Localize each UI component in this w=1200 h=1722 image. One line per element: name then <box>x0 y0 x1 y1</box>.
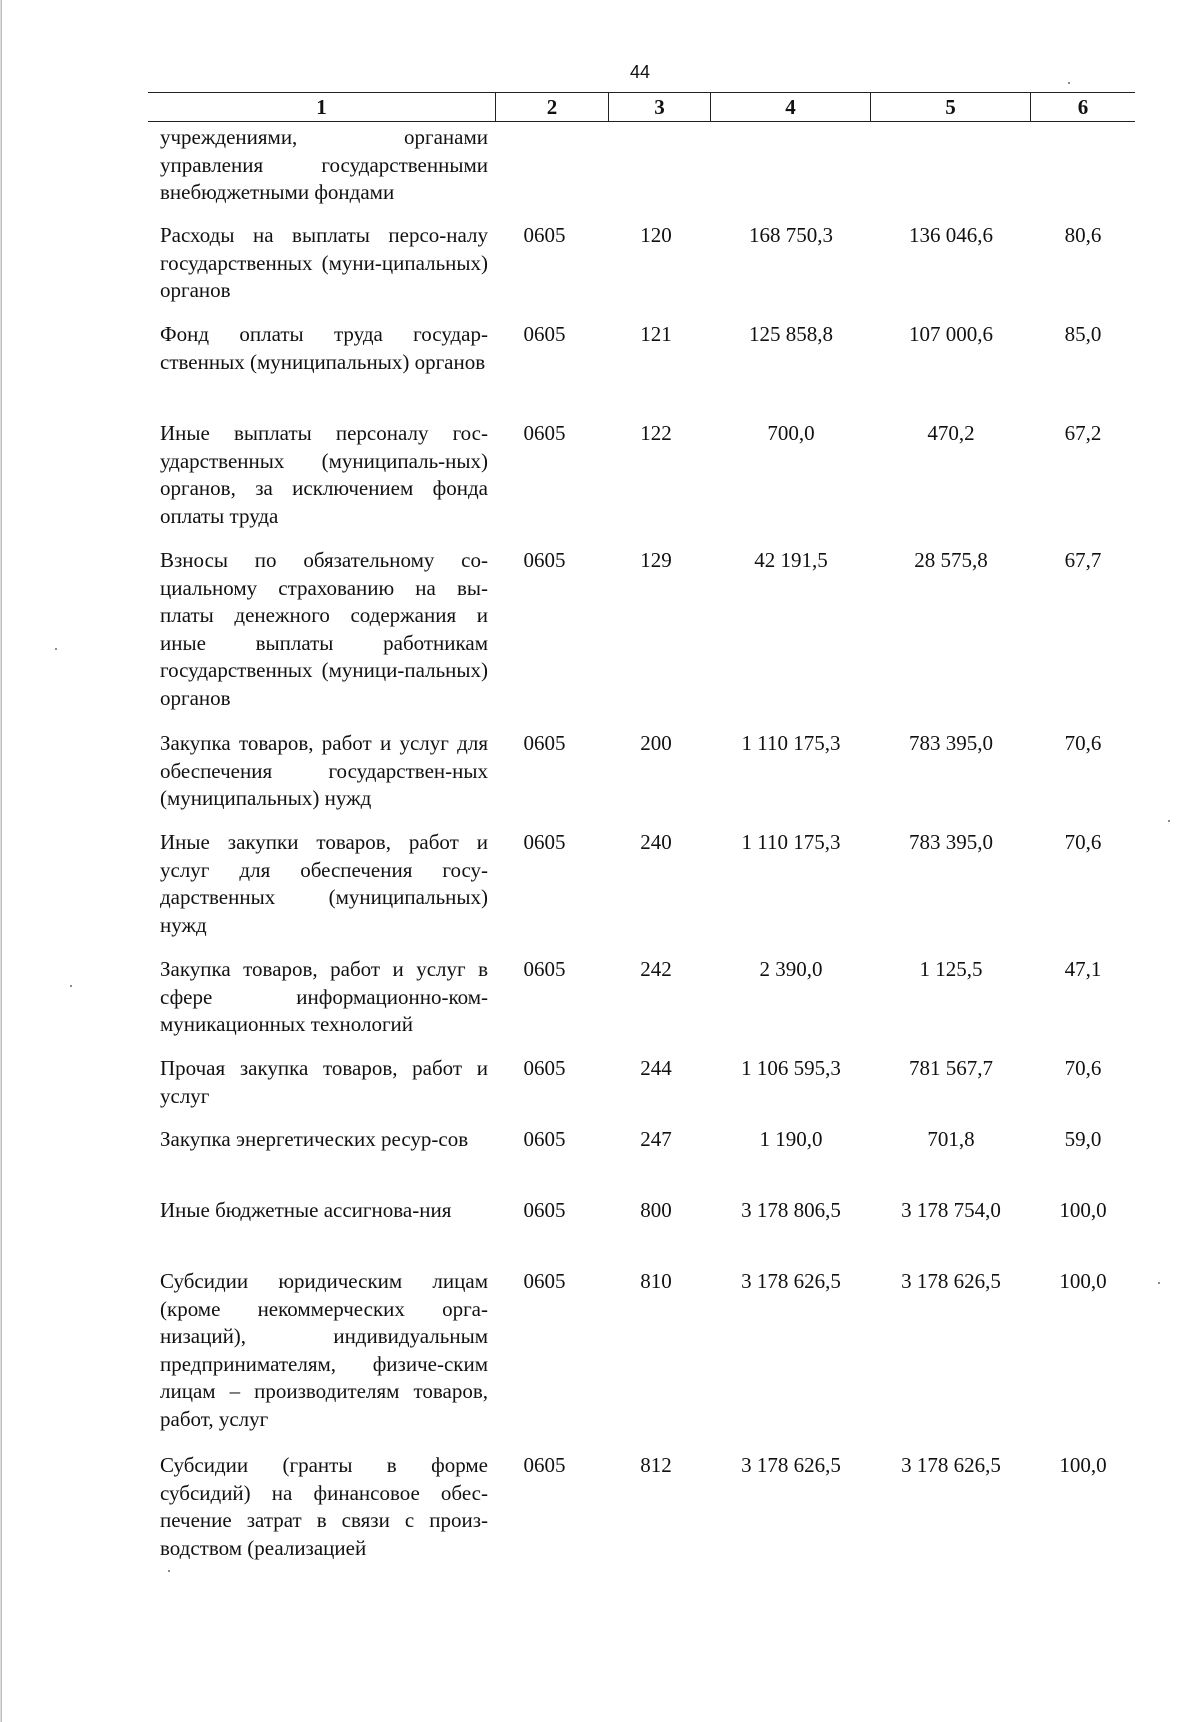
row-percent: 100,0 <box>1059 1198 1107 1222</box>
row-fact: 3 178 626,5 <box>901 1269 1001 1293</box>
row-code: 0605 <box>523 421 566 445</box>
row-code: 0605 <box>523 223 566 247</box>
table-row <box>148 1126 1135 1154</box>
table-row <box>148 222 1135 305</box>
row-code: 0605 <box>523 1269 566 1293</box>
row-fact: 1 125,5 <box>919 957 983 981</box>
row-name: Субсидии (гранты в форме субсидий) на финансовое обес-печение затрат в связи с произ-водством (реализацией <box>160 1453 488 1560</box>
row-vr: 810 <box>640 1269 672 1293</box>
scan-speck <box>1068 82 1070 84</box>
row-vr <box>601 124 711 207</box>
budget-table <box>148 92 1135 1560</box>
row-plan: 168 750,3 <box>749 223 833 247</box>
scan-speck <box>70 985 72 987</box>
table-header <box>148 92 1135 122</box>
row-fact: 28 575,8 <box>914 548 988 572</box>
scan-edge <box>0 0 2 1722</box>
row-vr: 242 <box>640 957 672 981</box>
row-vr: 200 <box>640 731 672 755</box>
row-fact: 470,2 <box>927 421 975 445</box>
row-vr: 120 <box>640 223 672 247</box>
row-code: 0605 <box>523 1127 566 1151</box>
row-plan: 1 106 595,3 <box>741 1056 841 1080</box>
row-name: Расходы на выплаты персо-налу государственных (муни-ципальных) органов <box>160 223 488 302</box>
scan-speck <box>1158 1282 1160 1284</box>
table-row <box>148 124 1135 207</box>
table-row <box>148 420 1135 530</box>
header-col-5: 5 <box>871 93 1031 121</box>
row-name: Взносы по обязательному со-циальному страхованию на вы-платы денежного содержания и иные выплаты работникам государственных (муници-пальных) органов <box>160 548 488 710</box>
row-vr: 244 <box>640 1056 672 1080</box>
table-row <box>148 321 1135 376</box>
row-vr: 812 <box>640 1453 672 1477</box>
row-code: 0605 <box>523 1198 566 1222</box>
row-code: 0605 <box>523 322 566 346</box>
row-percent: 70,6 <box>1064 731 1102 755</box>
row-name: Закупка энергетических ресур-сов <box>160 1127 469 1151</box>
row-vr: 240 <box>640 830 672 854</box>
table-row <box>148 1452 1135 1562</box>
table-row <box>148 829 1135 939</box>
row-code: 0605 <box>523 830 566 854</box>
scan-speck <box>1168 820 1170 822</box>
row-plan <box>711 124 871 207</box>
row-fact: 3 178 754,0 <box>901 1198 1001 1222</box>
scan-speck <box>55 648 57 650</box>
row-fact: 701,8 <box>927 1127 975 1151</box>
row-name: Иные выплаты персоналу гос-ударственных (муниципаль-ных) органов, за исключением фонда оплаты труда <box>160 421 488 528</box>
row-code <box>488 124 601 207</box>
row-percent: 67,7 <box>1064 548 1102 572</box>
row-vr: 247 <box>640 1127 672 1151</box>
row-code: 0605 <box>523 1453 566 1477</box>
row-fact: 781 567,7 <box>909 1056 993 1080</box>
row-percent: 47,1 <box>1064 957 1102 981</box>
row-plan: 1 110 175,3 <box>741 731 841 755</box>
row-name: учреждениями, органами управления государственными внебюджетными фондами <box>160 125 488 204</box>
header-col-3: 3 <box>609 93 711 121</box>
table-row <box>148 956 1135 1039</box>
scan-speck <box>168 1570 170 1572</box>
row-percent <box>1031 124 1135 207</box>
table-row <box>148 1055 1135 1110</box>
row-code: 0605 <box>523 1056 566 1080</box>
row-percent: 67,2 <box>1064 421 1102 445</box>
row-percent: 80,6 <box>1064 223 1102 247</box>
row-plan: 42 191,5 <box>754 548 828 572</box>
row-name: Иные бюджетные ассигнова-ния <box>160 1198 452 1222</box>
row-name: Фонд оплаты труда государ-ственных (муниципальных) органов <box>160 322 488 374</box>
row-plan: 125 858,8 <box>749 322 833 346</box>
table-row <box>148 1268 1135 1433</box>
row-plan: 3 178 806,5 <box>741 1198 841 1222</box>
table-row <box>148 1197 1135 1225</box>
header-col-4: 4 <box>711 93 871 121</box>
row-vr: 800 <box>640 1198 672 1222</box>
row-plan: 1 110 175,3 <box>741 830 841 854</box>
row-vr: 121 <box>640 322 672 346</box>
header-col-1: 1 <box>148 93 496 121</box>
page-number: 44 <box>629 62 651 82</box>
row-plan: 700,0 <box>767 421 815 445</box>
row-fact: 3 178 626,5 <box>901 1453 1001 1477</box>
header-col-6: 6 <box>1077 95 1089 119</box>
table-row <box>148 547 1135 712</box>
row-vr: 122 <box>640 421 672 445</box>
row-plan: 3 178 626,5 <box>741 1453 841 1477</box>
row-name: Закупка товаров, работ и услуг для обеспечения государствен-ных (муниципальных) нужд <box>160 731 488 810</box>
row-percent: 59,0 <box>1064 1127 1102 1151</box>
row-name: Прочая закупка товаров, работ и услуг <box>160 1056 488 1108</box>
row-fact: 136 046,6 <box>909 223 993 247</box>
row-percent: 100,0 <box>1059 1269 1107 1293</box>
row-percent: 70,6 <box>1064 830 1102 854</box>
row-fact: 783 395,0 <box>909 731 993 755</box>
row-percent: 85,0 <box>1064 322 1102 346</box>
row-name: Иные закупки товаров, работ и услуг для обеспечения госу-дарственных (муниципальных) нужд <box>160 830 488 937</box>
row-code: 0605 <box>523 548 566 572</box>
row-percent: 70,6 <box>1064 1056 1102 1080</box>
row-name: Закупка товаров, работ и услуг в сфере информационно-ком-муникационных технологий <box>160 957 488 1036</box>
row-plan: 3 178 626,5 <box>741 1269 841 1293</box>
row-vr: 129 <box>640 548 672 572</box>
row-name: Субсидии юридическим лицам (кроме некоммерческих орга-низаций), индивидуальным предпринимателям, физиче-ским лицам – производителям товаров, работ, услуг <box>160 1269 488 1431</box>
row-fact: 783 395,0 <box>909 830 993 854</box>
row-fact: 107 000,6 <box>909 322 993 346</box>
row-fact <box>871 124 1031 207</box>
row-percent: 100,0 <box>1059 1453 1107 1477</box>
row-plan: 1 190,0 <box>759 1127 823 1151</box>
table-row <box>148 730 1135 813</box>
header-col-2: 2 <box>496 93 609 121</box>
row-plan: 2 390,0 <box>759 957 823 981</box>
row-code: 0605 <box>523 731 566 755</box>
row-code: 0605 <box>523 957 566 981</box>
